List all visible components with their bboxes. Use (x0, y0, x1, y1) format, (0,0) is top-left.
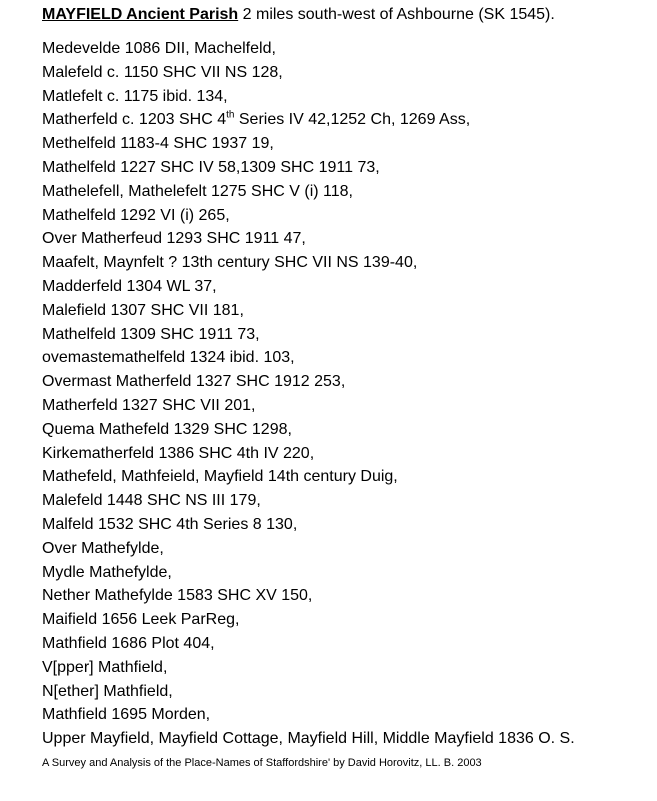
entry-text: Madderfeld 1304 WL 37, (42, 277, 217, 295)
name-form-entry (42, 85, 647, 109)
name-form-entry (42, 132, 647, 156)
name-form-entry (42, 632, 647, 656)
entry-text: Matlefelt c. 1175 ibid. 134, (42, 87, 228, 105)
name-form-entry (42, 680, 647, 704)
name-form-entry (42, 156, 647, 180)
name-form-entry (42, 513, 647, 537)
name-form-entry (42, 394, 647, 418)
entry-text: Over Matherfeud 1293 SHC 1911 47, (42, 230, 306, 248)
name-form-entry (42, 465, 647, 489)
name-form-entry (42, 561, 647, 585)
entry-text: Malefeld c. 1150 SHC VII NS 128, (42, 63, 283, 81)
name-form-entry (42, 370, 647, 394)
entry-text: Matherfeld c. 1203 SHC 4 (42, 111, 227, 129)
entry-text-continued: Series IV 42,1252 Ch, 1269 Ass, (234, 111, 471, 129)
entry-text: N[ether] Mathfield, (42, 682, 173, 700)
name-form-entry (42, 108, 647, 132)
name-form-entry (42, 299, 647, 323)
entry-text: Overmast Matherfeld 1327 SHC 1912 253, (42, 373, 346, 391)
name-form-entry (42, 275, 647, 299)
entry-text: Mathelfeld 1227 SHC IV 58,1309 SHC 1911 73, (42, 158, 380, 176)
name-form-entry (42, 489, 647, 513)
parish-title: MAYFIELD Ancient Parish (42, 6, 239, 23)
name-form-entry (42, 418, 647, 442)
entry-text: Mydle Mathefylde, (42, 563, 172, 581)
entry-text: Malefeld 1448 SHC NS III 179, (42, 492, 261, 510)
entry-text: Malefield 1307 SHC VII 181, (42, 301, 244, 319)
document-page (42, 4, 647, 770)
entry-text: Mathfield 1695 Morden, (42, 706, 211, 724)
name-form-entry (42, 608, 647, 632)
entry-text: Mathelfeld 1309 SHC 1911 73, (42, 325, 260, 343)
name-form-entry (42, 180, 647, 204)
name-form-entry (42, 537, 647, 561)
name-form-entry (42, 584, 647, 608)
entry-text: Upper Mayfield, Mayfield Cottage, Mayfield Hill, Middle Mayfield 1836 O. S. (42, 730, 575, 748)
entry-text: Medevelde 1086 DII, Machelfeld, (42, 40, 276, 57)
name-form-entry (42, 346, 647, 370)
source-citation: A Survey and Analysis of the Place-Names of Staffordshire' by David Horovitz, LL. B. 2003 (42, 756, 482, 769)
entry-text: Malfeld 1532 SHC 4th Series 8 130, (42, 515, 298, 533)
name-form-entry (42, 656, 647, 680)
name-form-entry (42, 323, 647, 347)
name-form-entry (42, 37, 647, 61)
entry-text: Mathelfeld 1292 VI (i) 265, (42, 206, 230, 224)
ordinal-superscript: th (226, 110, 235, 122)
entry-text: Maifield 1656 Leek ParReg, (42, 611, 240, 629)
document-heading (42, 4, 647, 26)
entry-text: ovemastemathelfeld 1324 ibid. 103, (42, 349, 295, 367)
entry-text: Mathelefell, Mathelefelt 1275 SHC V (i) 118, (42, 182, 353, 200)
entry-text: Methelfeld 1183-4 SHC 1937 19, (42, 135, 274, 153)
name-form-entry (42, 204, 647, 228)
name-form-entry (42, 61, 647, 85)
name-form-entry (42, 251, 647, 275)
entry-text: Over Mathefylde, (42, 539, 164, 557)
name-form-entry (42, 442, 647, 466)
entry-text: Mathefeld, Mathfeield, Mayfield 14th century Duig, (42, 468, 398, 486)
entry-text: Nether Mathefylde 1583 SHC XV 150, (42, 587, 313, 605)
entry-text: Mathfield 1686 Plot 404, (42, 634, 215, 652)
entry-text: Quema Mathefeld 1329 SHC 1298, (42, 420, 292, 438)
parish-location: 2 miles south-west of Ashbourne (SK 1545). (242, 6, 555, 23)
name-form-entry (42, 227, 647, 251)
entry-text: Matherfeld 1327 SHC VII 201, (42, 396, 256, 414)
name-form-entry (42, 703, 647, 727)
place-name-forms-list (42, 37, 647, 751)
entry-text: Kirkematherfeld 1386 SHC 4th IV 220, (42, 444, 315, 462)
entry-text: V[pper] Mathfield, (42, 658, 168, 676)
entry-text: Maafelt, Maynfelt ? 13th century SHC VII NS 139-40, (42, 254, 418, 272)
name-form-entry (42, 727, 647, 751)
